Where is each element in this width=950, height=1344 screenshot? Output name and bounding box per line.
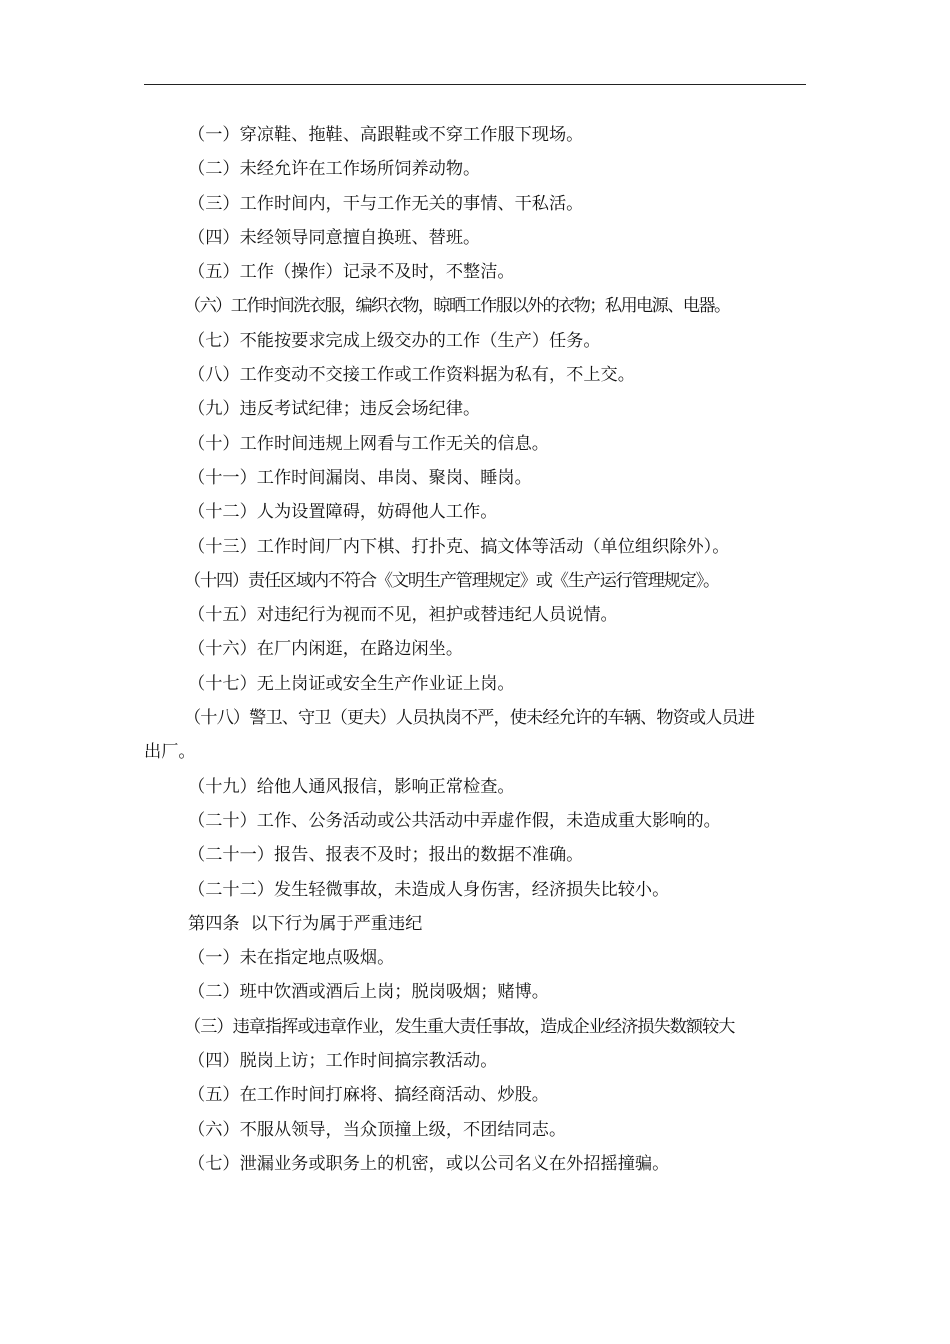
header-rule [144, 84, 806, 85]
paragraph-line: （九）违反考试纪律；违反会场纪律。 [188, 399, 481, 420]
paragraph-line: （十九）给他人通风报信，影响正常检查。 [188, 776, 515, 797]
paragraph-line: 出厂。 [144, 742, 196, 763]
paragraph-line: （三）工作时间内，干与工作无关的事情、干私活。 [188, 193, 584, 214]
paragraph-line: （十三）工作时间厂内下棋、打扑克、搞文体等活动（单位组织除外）。 [188, 536, 730, 557]
paragraph-line: （十五）对违纪行为视而不见，袒护或替违纪人员说情。 [188, 605, 618, 626]
paragraph-line: （六）工作时间洗衣服，编织衣物，晾晒工作服以外的衣物；私用电源、电器。 [184, 296, 730, 317]
paragraph-line: （十四）责任区域内不符合《文明生产管理规定》或《生产运行管理规定》。 [184, 570, 719, 591]
paragraph-line: （三）违章指挥或违章作业，发生重大责任事故，造成企业经济损失数额较大 [184, 1016, 735, 1037]
paragraph-line: （七）不能按要求完成上级交办的工作（生产）任务。 [188, 330, 601, 351]
paragraph-line: （十八）警卫、守卫（更夫）人员执岗不严，使未经允许的车辆、物资或人员进 [184, 708, 755, 729]
paragraph-line: （五）工作（操作）记录不及时，不整洁。 [188, 262, 515, 283]
paragraph-line: （六）不服从领导，当众顶撞上级，不团结同志。 [188, 1119, 567, 1140]
paragraph-line: （七）泄漏业务或职务上的机密，或以公司名义在外招摇撞骗。 [188, 1153, 670, 1174]
paragraph-line: （十二）人为设置障碍，妨碍他人工作。 [188, 502, 498, 523]
paragraph-line: （四）未经领导同意擅自换班、替班。 [188, 227, 481, 248]
paragraph-line: （二十一）报告、报表不及时；报出的数据不准确。 [188, 845, 584, 866]
paragraph-line: （十六）在厂内闲逛，在路边闲坐。 [188, 639, 464, 660]
paragraph-line: （五）在工作时间打麻将、搞经商活动、炒股。 [188, 1085, 549, 1106]
paragraph-line: （一）未在指定地点吸烟。 [188, 948, 395, 969]
paragraph-line: （二十）工作、公务活动或公共活动中弄虚作假，未造成重大影响的。 [188, 810, 721, 831]
paragraph-line: （八）工作变动不交接工作或工作资料据为私有，不上交。 [188, 365, 635, 386]
paragraph-line: （十）工作时间违规上网看与工作无关的信息。 [188, 433, 549, 454]
document-body [144, 118, 806, 1181]
paragraph-line: （二十二）发生轻微事故，未造成人身伤害，经济损失比较小。 [188, 879, 670, 900]
article-heading: 第四条 以下行为属于严重违纪 [188, 913, 423, 934]
paragraph-line: （二）未经允许在工作场所饲养动物。 [188, 159, 481, 180]
paragraph-line: （十七）无上岗证或安全生产作业证上岗。 [188, 673, 515, 694]
paragraph-line: （四）脱岗上访；工作时间搞宗教活动。 [188, 1051, 498, 1072]
paragraph-line: （十一）工作时间漏岗、串岗、聚岗、睡岗。 [188, 467, 532, 488]
paragraph-line: （一）穿凉鞋、拖鞋、高跟鞋或不穿工作服下现场。 [188, 125, 584, 145]
paragraph-line: （二）班中饮酒或酒后上岗；脱岗吸烟；赌博。 [188, 982, 549, 1003]
